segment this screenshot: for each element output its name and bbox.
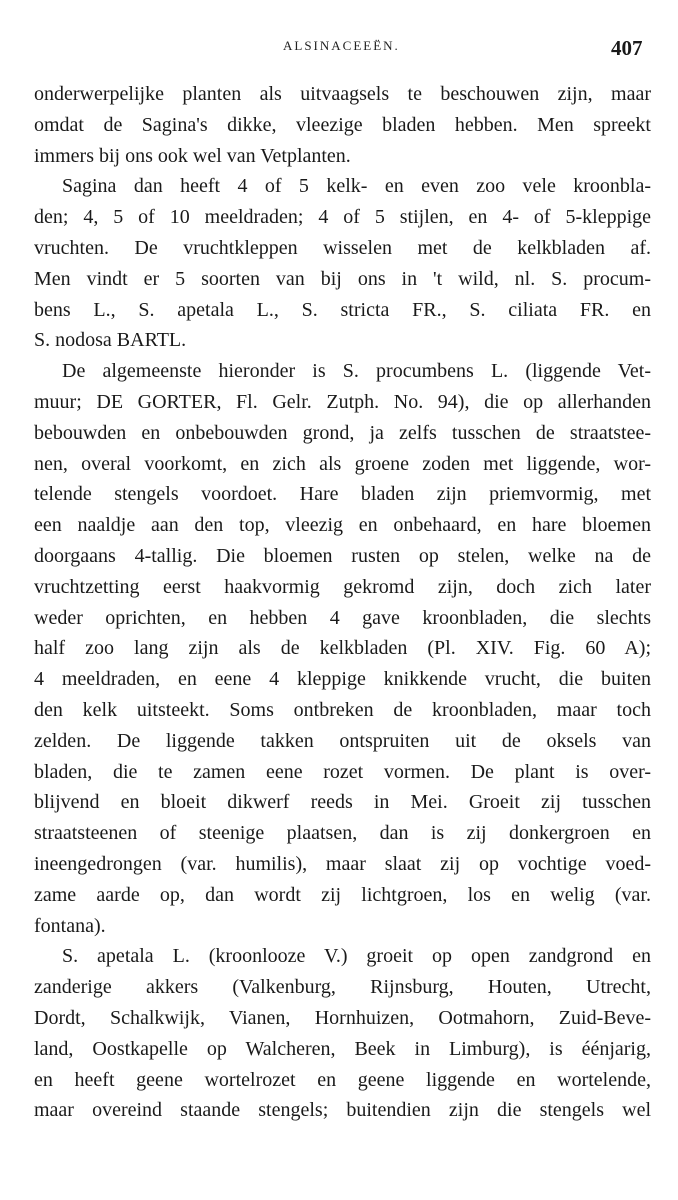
text-line: blijvend en bloeit dikwerf reeds in Mei. Groeit zij tusschen bbox=[34, 791, 651, 814]
text-line: Sagina dan heeft 4 of 5 kelk- en even zoo vele kroonbla- bbox=[62, 175, 651, 198]
text-line: Men vindt er 5 soorten van bij ons in 't wild, nl. S. procum- bbox=[34, 267, 651, 290]
text-line: zame aarde op, dan wordt zij lichtgroen, los en welig (var. bbox=[34, 883, 651, 906]
text-line: en heeft geene wortelrozet en geene liggende en wortelende, bbox=[34, 1068, 651, 1091]
text-line: bebouwden en onbebouwden grond, ja zelfs tusschen de straatstee- bbox=[34, 421, 651, 444]
text-line: Dordt, Schalkwijk, Vianen, Hornhuizen, Ootmahorn, Zuid-Beve- bbox=[34, 1006, 651, 1029]
text-line: telende stengels voordoet. Hare bladen zijn priemvormig, met bbox=[34, 483, 651, 506]
text-line: vruchten. De vruchtkleppen wisselen met de kelkbladen af. bbox=[34, 236, 651, 259]
text-line: fontana). bbox=[34, 914, 106, 937]
page-number: 407 bbox=[611, 36, 643, 60]
text-line: den kelk uitsteekt. Soms ontbreken de kroonbladen, maar toch bbox=[34, 698, 651, 721]
text-line: maar overeind staande stengels; buitendien zijn die stengels wel bbox=[34, 1099, 651, 1122]
text-line: De algemeenste hieronder is S. procumbens L. (liggende Vet- bbox=[62, 360, 651, 383]
text-line: zelden. De liggende takken ontspruiten uit de oksels van bbox=[34, 729, 651, 752]
text-line: half zoo lang zijn als de kelkbladen (Pl. XIV. Fig. 60 A); bbox=[34, 637, 651, 660]
body-text bbox=[34, 79, 651, 1126]
text-line: bladen, die te zamen eene rozet vormen. De plant is over- bbox=[34, 760, 651, 783]
text-line: omdat de Sagina's dikke, vleezige bladen hebben. Men spreekt bbox=[34, 113, 651, 136]
running-title: ALSINACEEËN. bbox=[283, 38, 400, 53]
text-line: ineengedrongen (var. humilis), maar slaat zij op vochtige voed- bbox=[34, 852, 651, 875]
text-line: immers bij ons ook wel van Vetplanten. bbox=[34, 144, 351, 167]
text-line: onderwerpelijke planten als uitvaagsels te beschouwen zijn, maar bbox=[34, 83, 651, 105]
text-line: S. nodosa BARTL. bbox=[34, 329, 187, 352]
text-line: zanderige akkers (Valkenburg, Rijnsburg, Houten, Utrecht, bbox=[34, 976, 651, 999]
text-line: een naaldje aan den top, vleezig en onbehaard, en hare bloemen bbox=[34, 514, 651, 537]
text-line: 4 meeldraden, en eene 4 kleppige knikkende vrucht, die buiten bbox=[34, 668, 651, 691]
text-line: doorgaans 4-tallig. Die bloemen rusten op stelen, welke na de bbox=[34, 544, 651, 567]
text-line: nen, overal voorkomt, en zich als groene zoden met liggende, wor- bbox=[34, 452, 651, 475]
text-line: bens L., S. apetala L., S. stricta FR., S. ciliata FR. en bbox=[34, 298, 651, 321]
text-line: S. apetala L. (kroonlooze V.) groeit op open zandgrond en bbox=[62, 945, 651, 968]
text-line: weder oprichten, en hebben 4 gave kroonbladen, die slechts bbox=[34, 606, 651, 629]
text-line: land, Oostkapelle op Walcheren, Beek in Limburg), is éénjarig, bbox=[34, 1037, 651, 1060]
text-line: straatsteenen of steenige plaatsen, dan is zij donkergroen en bbox=[34, 822, 651, 845]
text-line: den; 4, 5 of 10 meeldraden; 4 of 5 stijlen, en 4- of 5-kleppige bbox=[34, 206, 651, 229]
text-line: muur; DE GORTER, Fl. Gelr. Zutph. No. 94), die op allerhanden bbox=[34, 390, 651, 413]
text-line: vruchtzetting eerst haakvormig gekromd zijn, doch zich later bbox=[34, 575, 651, 598]
